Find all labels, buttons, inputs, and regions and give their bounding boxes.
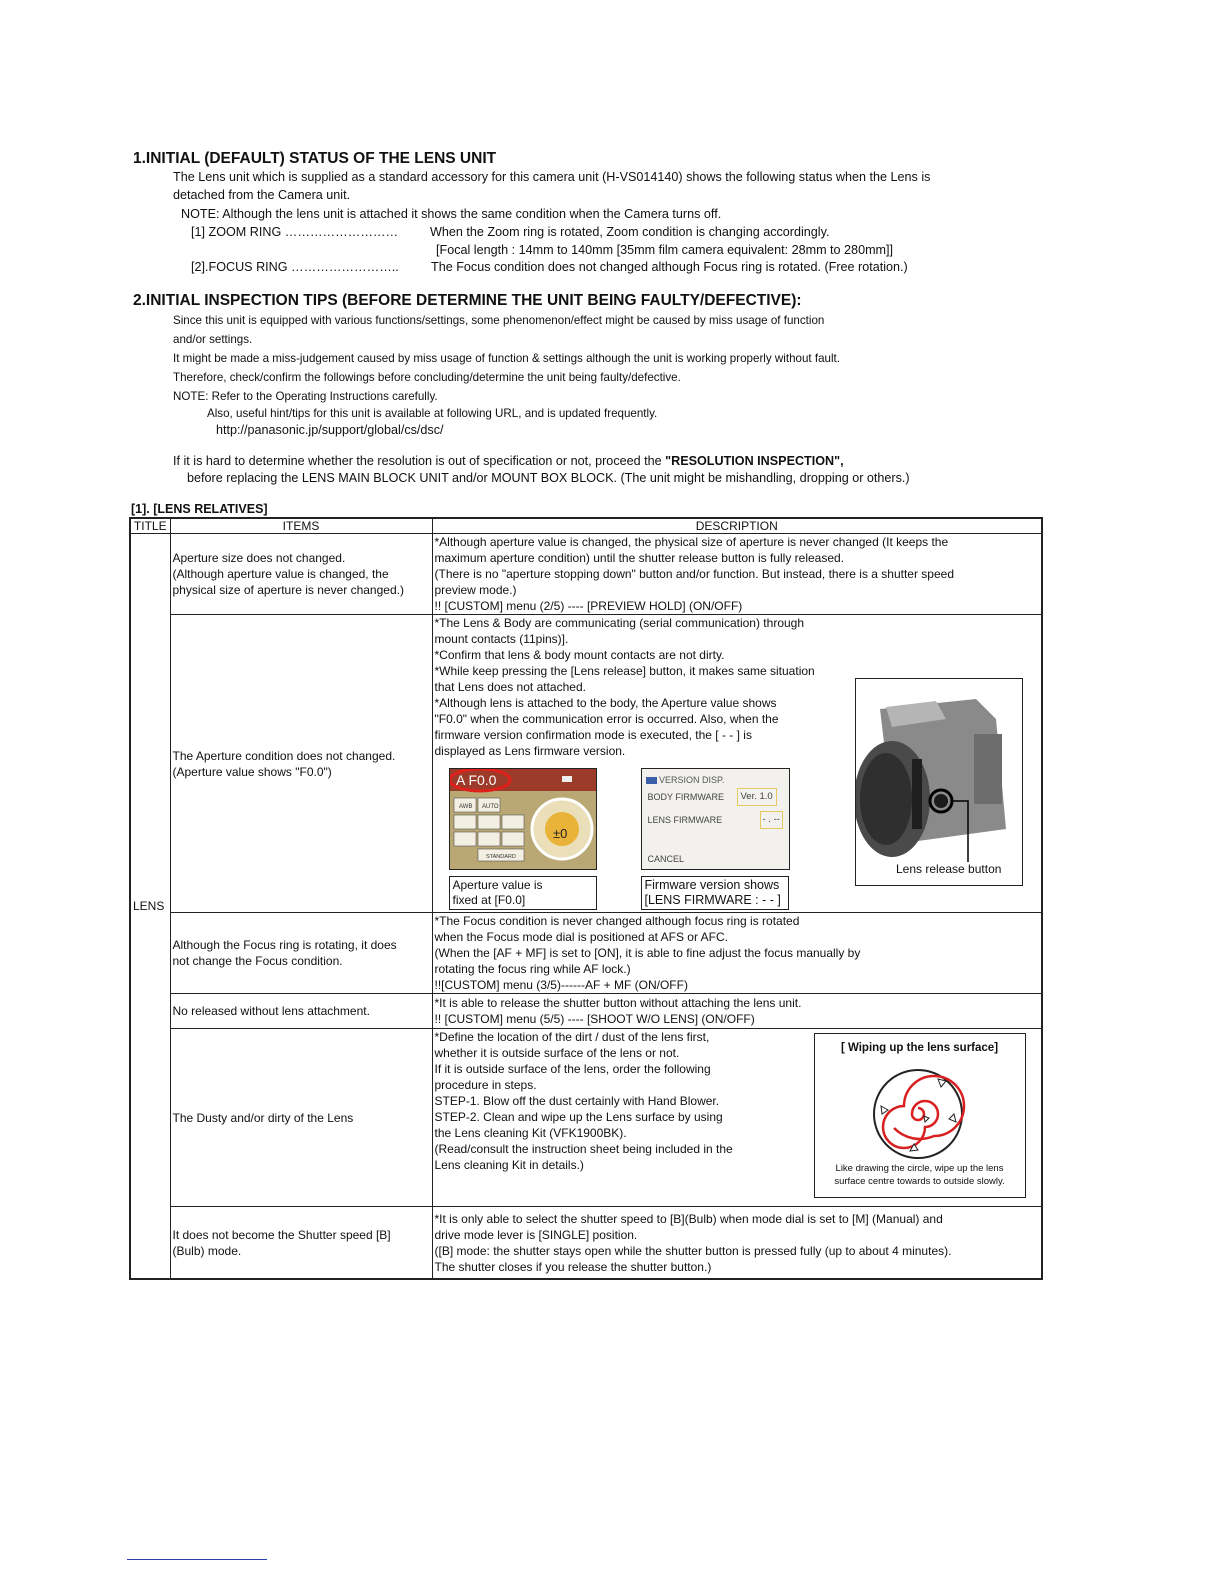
item-text: No released without lens attachment.	[172, 1004, 370, 1019]
table-row	[130, 1207, 1042, 1279]
desc-cell	[432, 1207, 1042, 1279]
aperture-screen-graphic	[450, 769, 596, 869]
desc-line: The shutter closes if you release the shutter button.)	[434, 1259, 712, 1274]
desc-line: preview mode.)	[434, 583, 517, 598]
table-row	[130, 994, 1042, 1029]
aperture-caption: Aperture value is	[452, 878, 543, 893]
group-cell	[130, 534, 170, 1280]
desc-line: *Define the location of the dirt / dust of the lens first,	[434, 1030, 710, 1045]
table-caption: [1]. [LENS RELATIVES]	[131, 502, 268, 516]
footnote-divider	[127, 1559, 267, 1560]
desc-cell	[432, 1029, 1042, 1207]
exposure-value: ±0	[552, 826, 567, 842]
desc-cell	[432, 534, 1042, 615]
desc-line: If it is outside surface of the lens, order the following	[434, 1062, 711, 1077]
zoom-ring-desc: When the Zoom ring is rotated, Zoom condition is changing accordingly.	[430, 225, 830, 239]
resolution-line2: before replacing the LENS MAIN BLOCK UNIT and/or MOUNT BOX BLOCK. (The unit might be mishandling, dropping or others.)	[187, 471, 910, 485]
desc-line: mount contacts (11pins)].	[434, 632, 569, 647]
item-text: (Aperture value shows "F0.0")	[172, 764, 332, 779]
section2-line: It might be made a miss-judgement caused by miss usage of function & settings although the unit is working properly without fault.	[173, 352, 840, 365]
desc-line: *Confirm that lens & body mount contacts are not dirty.	[434, 648, 725, 663]
header-items: ITEMS	[170, 518, 432, 534]
desc-line: *While keep pressing the [Lens release] button, it makes same situation	[434, 664, 815, 679]
section2-line: Therefore, check/confirm the followings before concluding/determine the unit being faulty/defective.	[173, 371, 681, 384]
desc-line: displayed as Lens firmware version.	[434, 744, 626, 759]
desc-line: whether it is outside surface of the lens or not.	[434, 1046, 680, 1061]
lens-release-label: Lens release button	[895, 862, 1001, 877]
desc-line: STEP-2. Clean and wipe up the Lens surface by using	[434, 1110, 723, 1125]
desc-line: Lens cleaning Kit in details.)	[434, 1158, 584, 1173]
item-text: (Although aperture value is changed, the	[172, 567, 389, 582]
section2-line: and/or settings.	[173, 333, 253, 346]
firmware-caption: Firmware version shows	[644, 878, 780, 893]
support-url-link[interactable]: http://panasonic.jp/support/global/cs/dsc/	[216, 423, 444, 437]
zoom-ring-label: [1] ZOOM RING ………………………	[191, 225, 399, 239]
desc-line: !! [CUSTOM] menu (2/5) ---- [PREVIEW HOLD] (ON/OFF)	[434, 599, 743, 614]
item-text: Aperture size does not changed.	[172, 551, 346, 566]
item-cell	[170, 534, 432, 615]
version-screen-image	[641, 768, 790, 870]
item-text: Although the Focus ring is rotating, it does	[172, 938, 397, 953]
desc-line: *It is only able to select the shutter speed to [B](Bulb) when mode dial is set to [M] (Manual) and	[434, 1211, 943, 1226]
desc-line: (When the [AF + MF] is set to [ON], it is able to fine adjust the focus manually by	[434, 946, 861, 961]
section1-line1: The Lens unit which is supplied as a standard accessory for this camera unit (H-VS014140) shows the following status when the Lens is	[173, 170, 931, 184]
item-text: It does not become the Shutter speed [B]	[172, 1227, 391, 1242]
resolution-inspection-ref: "RESOLUTION INSPECTION",	[665, 454, 844, 468]
item-cell	[170, 913, 432, 994]
lens-firmware-label: LENS FIRMWARE	[647, 815, 723, 826]
desc-line: STEP-1. Blow off the dust certainly with Hand Blower.	[434, 1094, 720, 1109]
firmware-caption: [LENS FIRMWARE : - - ]	[644, 893, 781, 908]
version-icon	[646, 777, 657, 784]
desc-line: (Read/consult the instruction sheet being included in the	[434, 1142, 733, 1157]
lens-firmware-value: - . --	[760, 811, 783, 829]
item-cell	[170, 1207, 432, 1279]
item-cell	[170, 615, 432, 913]
section2-line: NOTE: Refer to the Operating Instructions carefully.	[173, 390, 438, 403]
desc-line: *The Focus condition is never changed although focus ring is rotated	[434, 914, 800, 929]
wipe-caption-line: surface centre towards to outside slowly.	[834, 1176, 1005, 1188]
resolution-line1	[173, 453, 844, 469]
lens-relatives-table	[129, 517, 1043, 1280]
focus-ring-desc: The Focus condition does not changed although Focus ring is rotated. (Free rotation.)	[431, 260, 908, 274]
table-row	[130, 1029, 1042, 1207]
desc-line: the Lens cleaning Kit (VFK1900BK).	[434, 1126, 627, 1141]
aperture-screen-image	[449, 768, 597, 870]
wipe-caption	[815, 1162, 1025, 1188]
iso-auto-icon: AUTO	[481, 804, 499, 811]
wipe-illustration-box	[814, 1033, 1026, 1198]
desc-line: *The Lens & Body are communicating (serial communication) through	[434, 616, 805, 631]
table-header-row	[130, 518, 1042, 534]
resolution-text: If it is hard to determine whether the resolution is out of specification or not, proceed the	[173, 454, 666, 468]
desc-line: !![CUSTOM] menu (3/5)------AF + MF (ON/OFF)	[434, 978, 688, 993]
section1-note: NOTE: Although the lens unit is attached it shows the same condition when the Camera turns off.	[181, 207, 722, 221]
zoom-focal-length: [Focal length : 14mm to 140mm [35mm film camera equivalent: 28mm to 280mm]]	[436, 243, 894, 257]
table-row	[130, 913, 1042, 994]
cancel-label: CANCEL	[647, 854, 685, 865]
section1-line2: detached from the Camera unit.	[173, 188, 351, 202]
desc-line: rotating the focus ring while AF lock.)	[434, 962, 631, 977]
table-row	[130, 615, 1042, 913]
aperture-badge: A F0.0	[455, 772, 496, 789]
focus-ring-label: [2].FOCUS RING ……………………..	[191, 260, 399, 274]
desc-line: procedure in steps.	[434, 1078, 537, 1093]
item-text: The Dusty and/or dirty of the Lens	[172, 1110, 354, 1125]
wipe-caption-line: Like drawing the circle, wipe up the lens	[835, 1163, 1004, 1175]
header-title: TITLE	[130, 518, 170, 534]
wipe-title: [ Wiping up the lens surface]	[840, 1042, 999, 1055]
desc-cell	[432, 615, 1042, 913]
desc-line: drive mode lever is [SINGLE] position.	[434, 1227, 638, 1242]
url-hint: Also, useful hint/tips for this unit is available at following URL, and is updated frequently.	[207, 407, 658, 420]
desc-line: when the Focus mode dial is positioned at AFS or AFC.	[434, 930, 728, 945]
version-header	[646, 772, 725, 788]
desc-cell	[432, 913, 1042, 994]
awb-icon: AWB	[458, 804, 472, 811]
item-text: not change the Focus condition.	[172, 954, 343, 969]
item-text: physical size of aperture is never changed.)	[172, 583, 404, 598]
table-row	[130, 534, 1042, 615]
aperture-caption-box	[449, 876, 597, 910]
item-cell	[170, 994, 432, 1029]
item-text: (Bulb) mode.	[172, 1243, 242, 1258]
section2-line: Since this unit is equipped with various functions/settings, some phenomenon/effect might be caused by miss usage of function	[173, 314, 825, 327]
body-firmware-label: BODY FIRMWARE	[647, 792, 725, 803]
section2-title: 2.INITIAL INSPECTION TIPS (BEFORE DETERMINE THE UNIT BEING FAULTY/DEFECTIVE):	[133, 292, 802, 309]
desc-cell	[432, 994, 1042, 1029]
firmware-caption-box	[641, 876, 789, 910]
group-label: LENS	[133, 899, 165, 913]
desc-line: !! [CUSTOM] menu (5/5) ---- [SHOOT W/O LENS] (ON/OFF)	[434, 1012, 755, 1027]
desc-line: (There is no "aperture stopping down" button and/or function. But instead, there is a shutter speed	[434, 567, 955, 582]
section1-title: 1.INITIAL (DEFAULT) STATUS OF THE LENS UNIT	[133, 150, 497, 167]
wipe-circle-diagram	[868, 1064, 968, 1164]
aperture-caption: fixed at [F0.0]	[452, 893, 526, 908]
desc-line: ([B] mode: the shutter stays open while the shutter button is pressed fully (up to about 4 minutes).	[434, 1243, 952, 1258]
desc-line: *Although aperture value is changed, the physical size of aperture is never changed (It keeps the	[434, 535, 949, 550]
desc-line: *It is able to release the shutter button without attaching the lens unit.	[434, 996, 802, 1011]
desc-line: *Although lens is attached to the body, the Aperture value shows	[434, 696, 777, 711]
desc-line: "F0.0" when the communication error is occurred. Also, when the	[434, 712, 779, 727]
film-mode-icon: STANDARD	[485, 854, 516, 861]
desc-line: firmware version confirmation mode is executed, the [ - - ] is	[434, 728, 752, 743]
header-description: DESCRIPTION	[432, 518, 1042, 534]
item-cell	[170, 1029, 432, 1207]
camera-lens-release-image	[855, 678, 1023, 886]
desc-line: maximum aperture condition) until the shutter release button is fully released.	[434, 551, 845, 566]
version-header-text: VERSION DISP.	[659, 775, 725, 786]
item-text: The Aperture condition does not changed.	[172, 748, 396, 763]
desc-line: that Lens does not attached.	[434, 680, 586, 695]
camera-graphic	[856, 679, 1022, 885]
body-firmware-value: Ver. 1.0	[737, 788, 777, 806]
